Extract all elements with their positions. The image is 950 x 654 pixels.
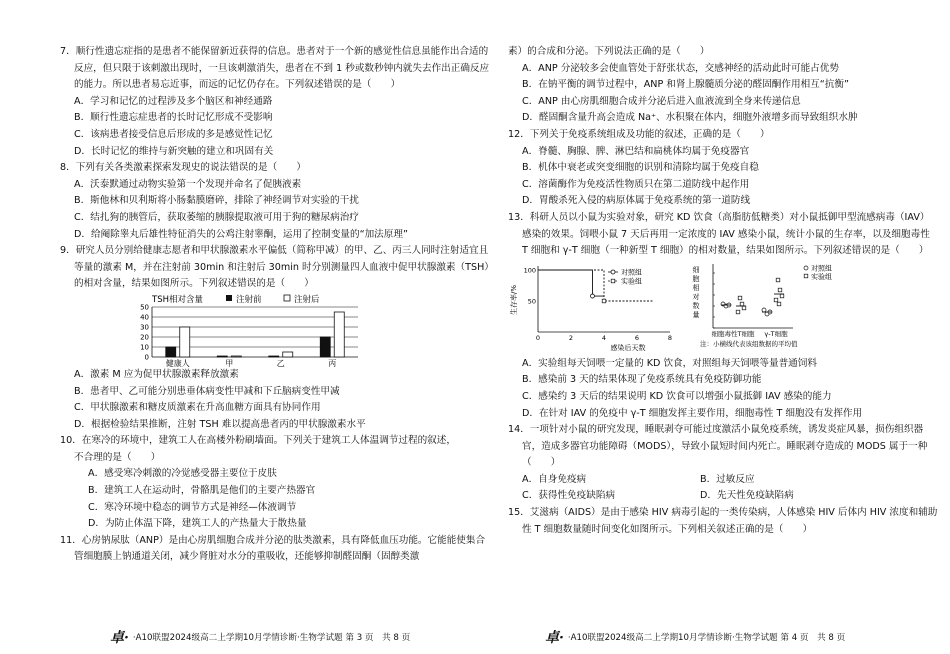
question-7-stem: 7．顺行性遗忘症指的是患者不能保留新近获得的信息。患者对于一个新的感觉性信息虽能作出合适的反应，但只限于该刺激出现时，一旦该刺激消失，患者在不到 1 秒或数秒钟内就失去作出正确反应的能力。所以患者易忘近事，而远的记忆仍存在。下列叙述错误的是（ ）: [60, 46, 490, 91]
q7-option-a: A．学习和记忆的过程涉及多个脑区和神经通路: [74, 95, 273, 107]
tsh-chart-axes: [140, 303, 358, 367]
tsh-bar: [320, 337, 330, 357]
survival-line-control: [538, 270, 604, 296]
q7-option-b: B．顺行性遗忘症患者的长时记忆形成不受影响: [74, 112, 273, 124]
cell-legend-exp-label: 实验组: [811, 272, 832, 281]
q9-option-b: B．患者甲、乙可能分别患垂体病变性甲减和下丘脑病变性甲减: [74, 385, 340, 397]
survival-x-label: 感染后天数: [610, 343, 646, 352]
q7-option-c: C．该病患者接受信息后形成的多是感觉性记忆: [74, 128, 273, 140]
cell-y-label-char: 对: [692, 292, 700, 301]
cell-y-label-char: 数: [692, 301, 700, 310]
question-11-stem: 11．心房钠尿肽（ANP）是由心房肌细胞合成并分泌的肽类激素，具有降低血压功能。它能能使集合管细胞膜上钠通道关闭，减少肾脏对水分的重吸收，还能够抑制醛固酮（固醇类激: [60, 534, 486, 563]
tsh-bar: [283, 352, 293, 357]
survival-legend-exp-marker: [611, 279, 615, 283]
legend-before-swatch: [226, 295, 232, 301]
tsh-chart-bars: [166, 312, 345, 357]
tsh-x-tick-label: 乙: [276, 358, 285, 367]
legend-after-label: 注射后: [294, 294, 320, 305]
tsh-bar: [166, 347, 176, 357]
question-10-stem: 10．在寒冷的环境中，建筑工人在高楼外粉刷墙面。下列关于建筑工人体温调节过程的叙述，: [60, 435, 456, 447]
q14-option-c: C．获得性免疫缺陷病: [522, 490, 616, 502]
cell-point-experimental: [778, 288, 782, 292]
survival-x-tick-label: 2: [568, 333, 574, 342]
q13-option-d: D．在针对 IAV 的免疫中 γ-T 细胞发挥主要作用，细胞毒性 T 细胞没有发挥作用: [522, 407, 863, 419]
q10-option-b: B．建筑工人在运动时，骨骼肌是他们的主要产热器官: [88, 485, 316, 497]
q14-option-d: D．先天性免疫缺陷病: [700, 490, 794, 502]
q13-option-b: B．感染前 3 天的结果体现了免疫系统具有免疫防御功能: [522, 374, 762, 386]
tsh-bar: [334, 312, 344, 357]
tsh-y-tick-label: 40: [140, 313, 149, 322]
question-15-stem: 15．艾滋病（AIDS）是由于感染 HIV 病毒引起的一类传染病，人体感染 HIV 后体内 HIV 浓度和辅助性 T 细胞数量随时间变化如图所示。下列相关叙述正确的是（ ）: [508, 507, 938, 535]
question-12-stem: 12．下列关于免疫系统组成及功能的叙述，正确的是（ ）: [508, 128, 770, 140]
survival-point-experimental: [602, 299, 606, 303]
cell-chart-note: 注：小横线代表该组数据的平均值: [700, 339, 798, 348]
survival-x-tick-label: 0: [535, 333, 541, 342]
question-10-stem-cont: 不合理的是（ ）: [74, 451, 161, 463]
cell-point-control: [762, 308, 766, 312]
tsh-y-tick-label: 10: [140, 343, 149, 352]
right-column: [508, 44, 938, 538]
cell-point-experimental: [738, 296, 742, 300]
tsh-bar: [269, 356, 279, 357]
cell-point-experimental: [742, 306, 746, 310]
q13-option-c: C．感染约 3 天后的结果说明 KD 饮食可以增强小鼠抵御 IAV 感染的能力: [522, 390, 832, 402]
cell-legend-control-marker: [804, 266, 808, 270]
q12-option-a: A．脊髓、胸腺、脾、淋巴结和扁桃体均属于免疫器官: [522, 145, 750, 157]
q10-option-c: C．寒冷环境中稳态的调节方式是神经—体液调节: [88, 501, 297, 513]
q12-option-c: C．溶菌酶作为免疫活性物质只在第二道防线中起作用: [522, 178, 750, 190]
q9-option-a: A．激素 M 应为促甲状腺激素释放激素: [74, 368, 239, 380]
q14-options-row-2: [508, 488, 938, 505]
footer-right: [545, 627, 845, 647]
q12-option-b: B．机体中衰老或突变细胞的识别和清除均属于免疫自稳: [522, 162, 759, 174]
left-column: [60, 44, 490, 566]
question-9-stem: 9．研究人员分别给健康志愿者和甲状腺激素水平偏低（简称甲减）的甲、乙、丙三人同时注射适宜且等量的激素 M，并在注射前 30min 和注射后 30min 时分别测量四人血液中促甲状腺激素（TSH）的相对含量，结果如图所示。下列叙述错误的是（ ）: [60, 245, 490, 290]
cell-legend-exp-marker: [804, 274, 808, 278]
cell-count-chart: [693, 263, 833, 348]
survival-legend-control-marker: [611, 270, 615, 274]
q11-option-a: A．ANP 分泌较多会使血管处于舒张状态，交感神经的活动此时可能占优势: [522, 62, 839, 74]
q10-option-a: A．感受寒冷刺激的冷觉感受器主要位于皮肤: [88, 468, 277, 480]
tsh-y-tick-label: 0: [144, 353, 149, 362]
tsh-x-tick-label: 健康人: [165, 358, 190, 367]
cell-x-tick-label: γ-T细胞: [764, 329, 788, 338]
cell-point-experimental: [740, 302, 744, 306]
tsh-y-tick-label: 50: [140, 303, 149, 312]
survival-x-tick-label: 4: [601, 333, 607, 342]
tsh-chart-title: TSH相对含量: [152, 294, 203, 305]
q14-options-row-1: [508, 472, 938, 489]
cell-point-experimental: [736, 310, 740, 314]
survival-x-tick-label: 6: [634, 333, 640, 342]
q11-option-c: C．ANP 由心房肌细胞合成并分泌后进入血液流到全身来传递信息: [522, 95, 801, 107]
survival-y-label: 生存率/%: [510, 284, 518, 315]
q9-option-c: C．甲状腺激素和糖皮质激素在升高血糖方面具有协同作用: [74, 402, 321, 414]
legend-before-label: 注射前: [236, 294, 262, 305]
footer-left-text: ·A10联盟2024级高二上学期10月学情诊断·生物学试题 第 3 页 共 8 页: [132, 633, 411, 643]
tsh-y-tick-label: 30: [140, 323, 149, 332]
tsh-bar-chart: [60, 293, 490, 367]
q12-option-d: D．胃酸杀死入侵的病原体属于免疫系统的第一道防线: [522, 195, 751, 207]
question-13-stem: 13．科研人员以小鼠为实验对象，研究 KD 饮食（高脂肪低糖类）对小鼠抵御甲型流感病毒（IAV）感染的效果。饲喂小鼠 7 天后再用一定浓度的 IAV 感染小鼠，统计小鼠的生存率，以及细胞毒性 T 细胞和 γ-T 细胞（一种新型 T 细胞）的相对数量，结果如图所示。下列叙述错误的是（ ）: [508, 211, 930, 257]
q14-option-b: B．过敏反应: [700, 473, 755, 485]
tsh-x-tick-label: 丙: [328, 358, 337, 367]
survival-chart: [509, 266, 672, 352]
question-11-cont: 素）的合成和分泌。下列说法正确的是（ ）: [508, 46, 710, 57]
footer-left: [110, 627, 410, 647]
q9-option-d: D．根据检验结果推断，注射 TSH 难以提高患者丙的甲状腺激素水平: [74, 418, 366, 430]
cell-x-tick-label: 细胞毒性T细胞: [711, 329, 755, 338]
tsh-x-tick-label: 甲: [225, 358, 234, 367]
q8-option-d: D．给阉除睾丸后雄性特征消失的公鸡注射睾酮，运用了控制变量的“加法原理”: [74, 228, 408, 240]
question-14-stem: 14．一项针对小鼠的研究发现，睡眠剥夺可能过度激活小鼠免疫系统，诱发炎症风暴，损伤组织器官，造成多器官功能障碍（MODS），导致小鼠短时间内死亡。睡眠剥夺造成的 MODS 属于一种（ ）: [508, 424, 928, 469]
legend-after-swatch: [284, 295, 290, 301]
cell-y-label-char: 细: [692, 265, 700, 274]
exam-logo: 卓·: [110, 630, 129, 646]
cell-point-experimental: [780, 294, 784, 298]
tsh-y-tick-label: 20: [140, 333, 149, 342]
q10-option-d: D．为防止体温下降，建筑工人的产热量大于散热量: [88, 518, 307, 530]
cell-y-label-char: 相: [692, 283, 700, 292]
cell-point-experimental: [777, 302, 781, 306]
survival-point-control: [590, 294, 594, 298]
survival-y-tick-label: 100: [523, 266, 536, 275]
footer-right-text: ·A10联盟2024级高二上学期10月学情诊断·生物学试题 第 4 页 共 8 页: [567, 633, 846, 643]
q11-option-d: D．醛固酮含量升高会造成 Na⁺、水积聚在体内，细胞外液增多而导致组织水肿: [522, 112, 858, 124]
q13-figures-svg: [508, 260, 938, 356]
q13-figures: [508, 260, 938, 356]
cell-point-experimental: [776, 278, 780, 282]
tsh-bar: [180, 327, 190, 357]
cell-y-label-char: 胞: [692, 274, 700, 283]
tsh-bar: [231, 356, 241, 357]
q8-option-a: A．沃泰默通过动物实验第一个发现并命名了促胰液素: [74, 178, 302, 190]
exam-logo: 卓·: [545, 630, 564, 646]
survival-y-tick-label: 50: [527, 297, 536, 306]
tsh-bar-chart-svg: [60, 293, 370, 367]
q8-option-b: B．斯他林和贝利斯将小肠黏膜磨碎，排除了神经调节对实验的干扰: [74, 195, 359, 207]
q7-option-d: D．长时记忆的维持与新突触的建立和巩固有关: [74, 145, 274, 157]
cell-point-experimental: [774, 298, 778, 302]
survival-legend-control-label: 对照组: [621, 268, 642, 277]
cell-legend-control-label: 对照组: [811, 264, 832, 273]
q14-option-a: A．自身免疫病: [522, 473, 587, 485]
q8-option-c: C．结扎狗的胰管后，获取萎缩的胰腺提取液可用于狗的糖尿病治疗: [74, 211, 359, 223]
survival-legend-exp-label: 实验组: [621, 277, 642, 286]
q13-option-a: A．实验组每天饲喂一定量的 KD 饮食，对照组每天饲喂等量普通饲料: [522, 357, 817, 369]
cell-y-label-char: 量: [692, 310, 700, 319]
question-8-stem: 8．下列有关各类激素探索发现史的说法错误的是（ ）: [60, 162, 306, 174]
q11-option-b: B．在钠平衡的调节过程中，ANP 和肾上腺髓质分泌的醛固酮作用相互“抗衡”: [522, 79, 849, 91]
tsh-bar: [217, 356, 227, 357]
survival-x-tick-label: 8: [667, 333, 673, 342]
